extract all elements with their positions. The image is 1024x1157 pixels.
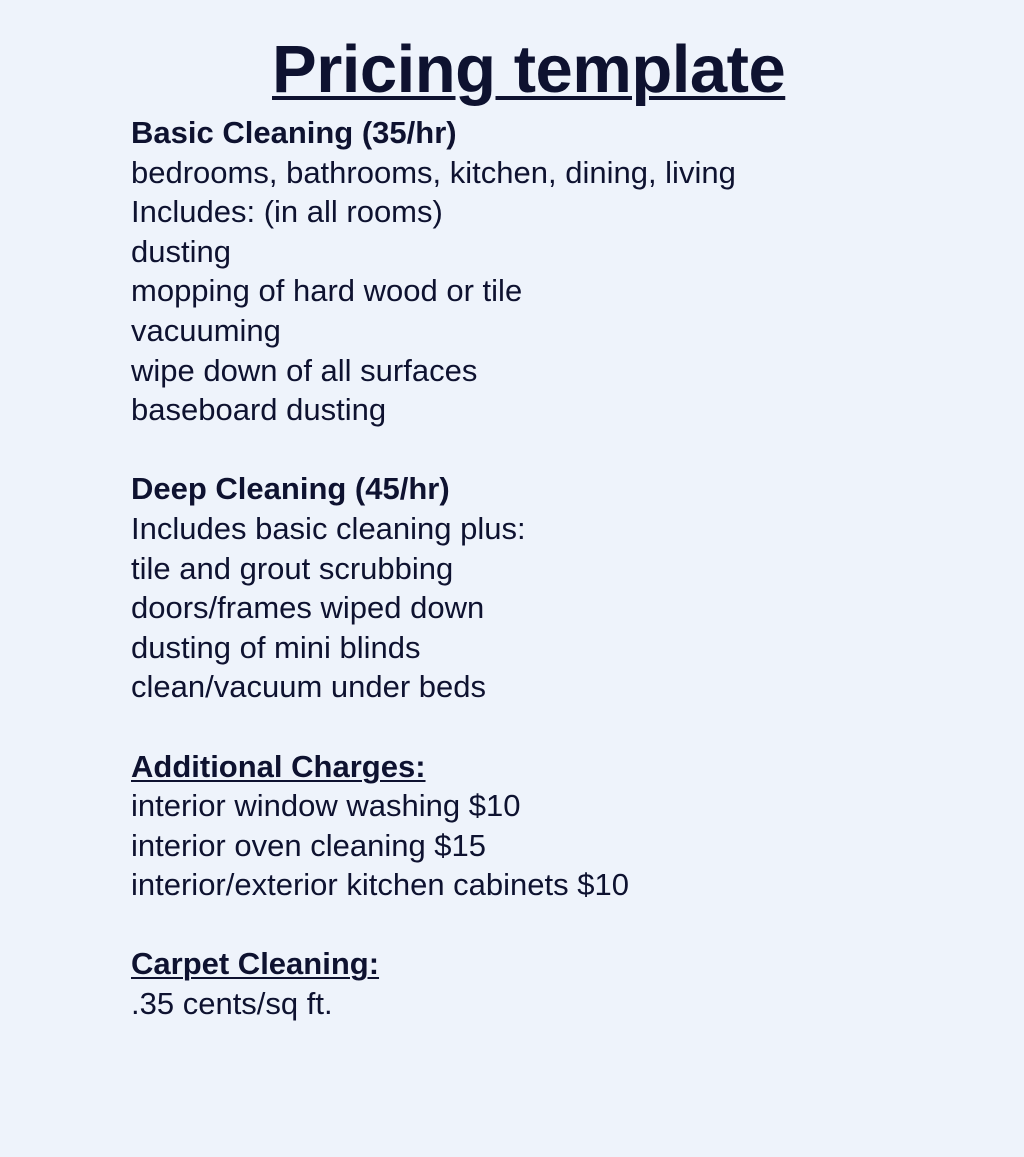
section-spacer bbox=[131, 430, 1011, 470]
additional-charge-line: interior window washing $10 bbox=[131, 788, 521, 824]
basic-cleaning-line: wipe down of all surfaces bbox=[131, 352, 478, 388]
deep-cleaning-line: dusting of mini blinds bbox=[131, 629, 421, 665]
additional-charge-line: interior oven cleaning $15 bbox=[131, 827, 487, 863]
basic-cleaning-line: dusting bbox=[131, 233, 231, 269]
section-spacer bbox=[131, 707, 1011, 747]
deep-cleaning-line: Includes basic cleaning plus: bbox=[131, 510, 526, 546]
basic-cleaning-heading: Basic Cleaning (35/hr) bbox=[131, 115, 457, 150]
deep-cleaning-line: doors/frames wiped down bbox=[131, 590, 485, 626]
section-spacer bbox=[131, 905, 1011, 945]
additional-charges-heading bbox=[131, 747, 1011, 787]
additional-charges-section bbox=[131, 747, 1011, 905]
basic-cleaning-line: mopping of hard wood or tile bbox=[131, 273, 523, 309]
deep-cleaning-line: clean/vacuum under beds bbox=[131, 669, 487, 705]
deep-cleaning-heading: Deep Cleaning (45/hr) bbox=[131, 471, 450, 507]
deep-cleaning-section bbox=[131, 469, 1011, 707]
carpet-cleaning-heading-text: Carpet Cleaning: bbox=[131, 946, 380, 982]
basic-cleaning-line: baseboard dusting bbox=[131, 392, 387, 428]
carpet-cleaning-line: .35 cents/sq ft. bbox=[131, 986, 333, 1022]
deep-cleaning-line: tile and grout scrubbing bbox=[131, 550, 454, 586]
basic-cleaning-line: Includes: (in all rooms) bbox=[131, 194, 443, 230]
additional-charges-heading-text: Additional Charges: bbox=[131, 748, 426, 784]
page-title: Pricing template bbox=[272, 32, 786, 107]
basic-cleaning-line: vacuuming bbox=[131, 312, 281, 348]
carpet-cleaning-section bbox=[131, 944, 1011, 1023]
basic-cleaning-section bbox=[131, 113, 1011, 430]
pricing-content bbox=[131, 113, 1011, 1024]
carpet-cleaning-heading bbox=[131, 944, 1011, 984]
additional-charge-line: interior/exterior kitchen cabinets $10 bbox=[131, 867, 629, 903]
basic-cleaning-line: bedrooms, bathrooms, kitchen, dining, living bbox=[131, 154, 736, 190]
